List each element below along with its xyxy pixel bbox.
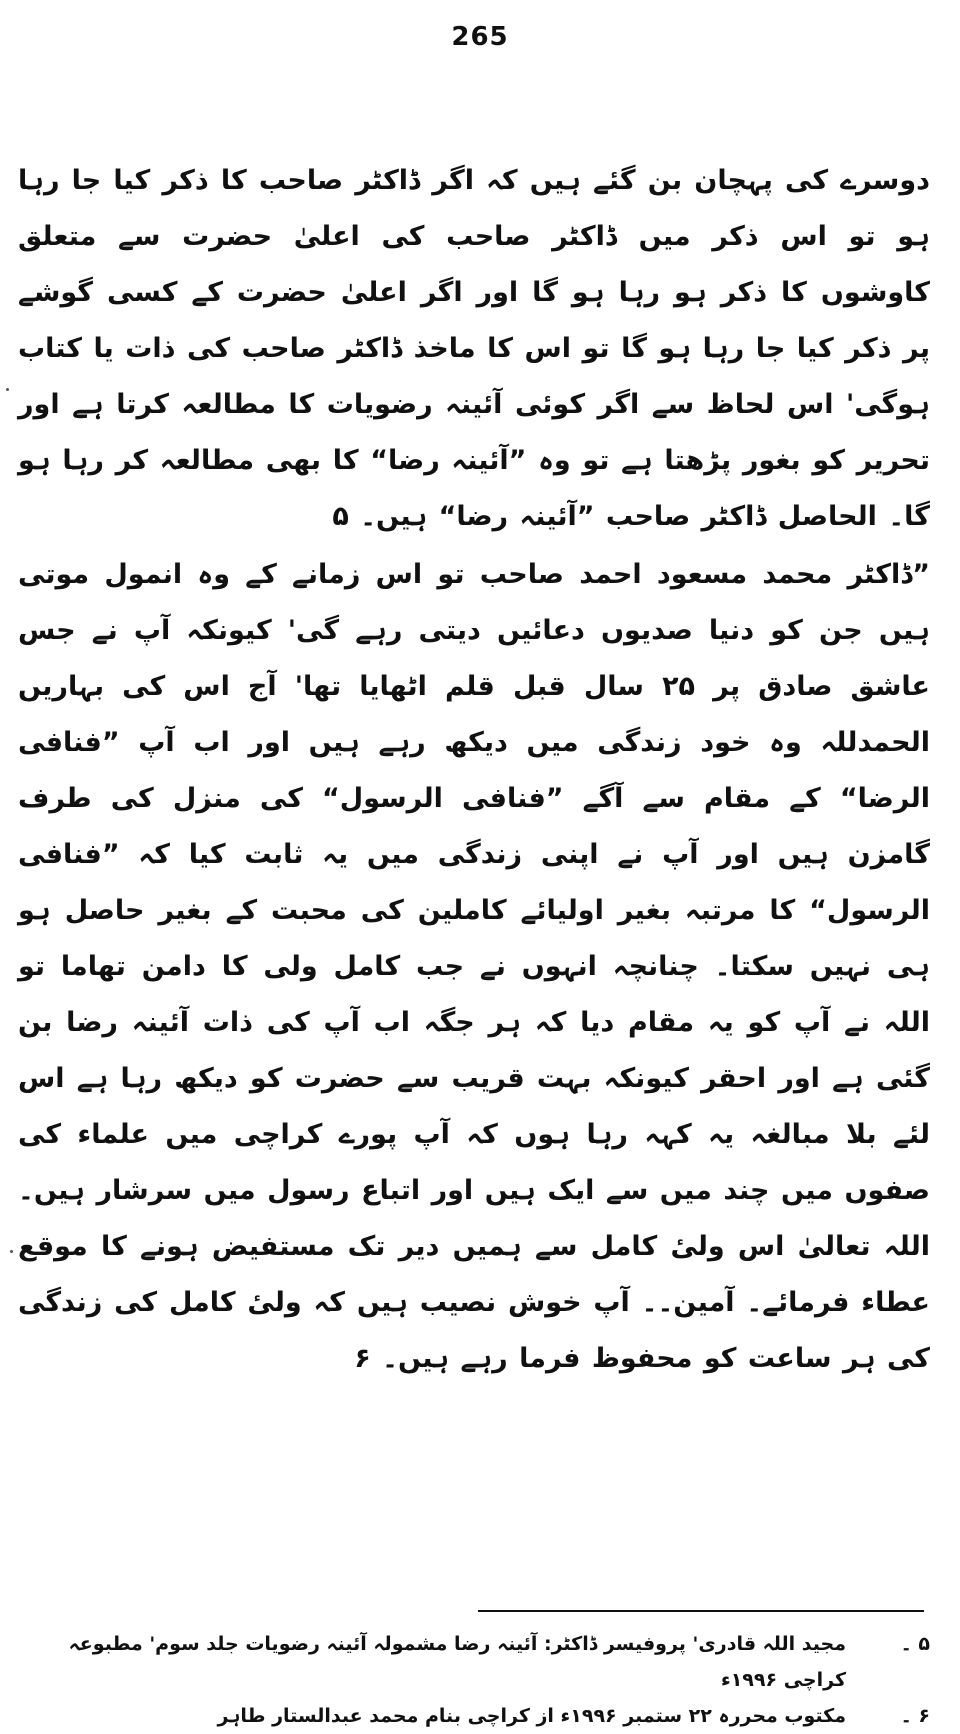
footnote-5 <box>40 1626 930 1698</box>
footnote-text: مکتوب محررہ ۲۲ ستمبر ۱۹۹۶ء از کراچی بنام محمد عبدالستار طاہر <box>217 1705 846 1727</box>
paragraph-1: دوسرے کی پہچان بن گئے ہیں کہ اگر ڈاکٹر صاحب کا ذکر کیا جا رہا ہو تو اس ذکر میں ڈاکٹر صاحب کی اعلیٰ حضرت سے متعلق کاوشوں کا ذکر ہو رہا ہو گا اور اگر اعلیٰ حضرت کے کسی گوشے پر ذکر کیا جا رہا ہو گا تو اس کا ماخذ ڈاکٹر صاحب کی ذات یا کتاب ہوگی' اس لحاظ سے اگر کوئی آئینہ رضویات کا مطالعہ کرتا ہے اور تحریر کو بغور پڑھتا ہے تو وہ ”آئینہ رضا“ کا بھی مطالعہ کر رہا ہو گا۔ الحاصل ڈاکٹر صاحب ”آئینہ رضا“ ہیں۔ ۵ <box>18 165 930 532</box>
footnote-divider <box>478 1610 924 1612</box>
paragraph-2-quote: ”ڈاکٹر محمد مسعود احمد صاحب تو اس زمانے کے وہ انمول موتی ہیں جن کو دنیا صدیوں دعائیں دیتی رہے گی' کیونکہ آپ نے جس عاشق صادق پر ۲۵ سال قبل قلم اٹھایا تھا' آج اس کی بہاریں الحمدللہ وہ خود زندگی میں دیکھ رہے ہیں اور اب آپ ”فنافی الرضا“ کے مقام سے آگے ”فنافی الرسول“ کی منزل کی طرف گامزن ہیں اور آپ نے اپنی زندگی میں یہ ثابت کیا کہ ”فنافی الرسول“ کا مرتبہ بغیر اولیائے کاملین کی محبت کے بغیر حاصل ہو ہی نہیں سکتا۔ چنانچہ انہوں نے جب کامل ولی کا دامن تھاما تو اللہ نے آپ کو یہ مقام دیا کہ ہر جگہ اب آپ کی ذات آئینہ رضا بن گئی ہے اور احقر کیونکہ بہت قریب سے حضرت کو دیکھ رہا ہے اس لئے بلا مبالغہ یہ کہہ رہا ہوں کہ آپ پورے کراچی میں علماء کی صفوں میں چند میں سے ایک ہیں اور اتباع رسول میں سرشار ہیں۔ اللہ تعالیٰ اس ولیٔ کامل سے ہمیں دیر تک مستفیض ہونے کا موقع عطاء فرمائے۔ آمین۔۔ آپ خوش نصیب ہیں کہ ولیٔ کامل کی زندگی کی ہر ساعت کو محفوظ فرما رہے ہیں۔ ۶ <box>18 559 930 1374</box>
footnote-text: مجید اللہ قادری' پروفیسر ڈاکٹر: آئینہ رضا مشمولہ آئینہ رضویات جلد سوم' مطبوعہ کراچی ۱۹۹۶ء <box>68 1633 846 1691</box>
page-number: 265 <box>451 22 509 52</box>
scan-speck <box>10 1250 13 1253</box>
scan-speck <box>6 388 9 391</box>
footnotes <box>40 1626 930 1734</box>
footnote-marker: ۵ ۔ <box>900 1633 930 1655</box>
footnote-marker: ۶ ۔ <box>900 1705 930 1727</box>
footnote-6 <box>40 1698 930 1734</box>
